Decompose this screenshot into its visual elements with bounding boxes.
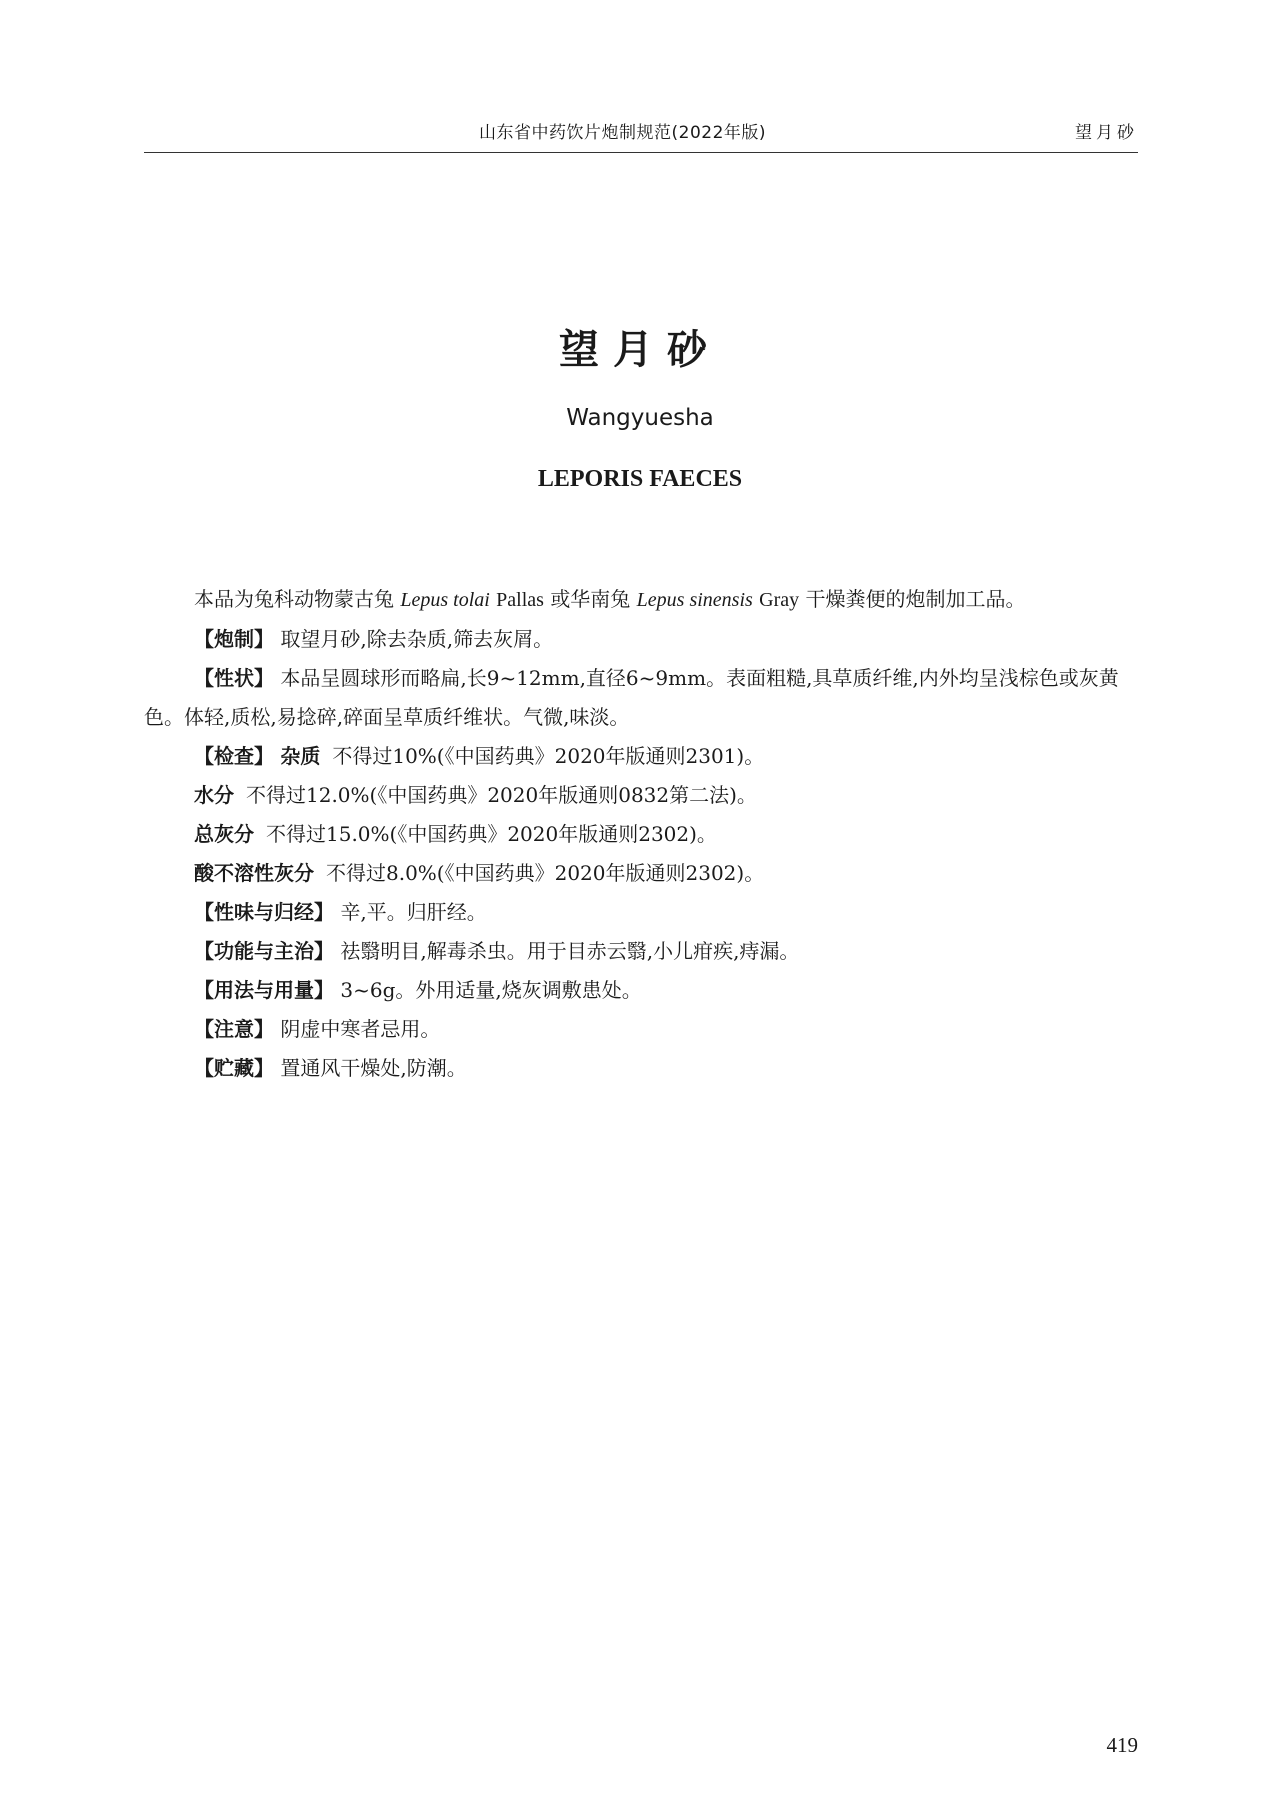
- inspection-item-name: 杂质: [280, 744, 321, 768]
- section-text: 置通风干燥处,防潮。: [280, 1056, 467, 1080]
- section-text: 取望月砂,除去杂质,筛去灰屑。: [280, 627, 554, 651]
- inspection-item-name: 总灰分: [194, 822, 254, 846]
- section-usage: [144, 971, 1138, 1010]
- inspection-item-name: 水分: [194, 783, 234, 807]
- section-label: 【贮藏】: [194, 1056, 274, 1080]
- section-text: 辛,平。归肝经。: [340, 900, 487, 924]
- section-description: [144, 659, 1138, 737]
- section-processing: [144, 620, 1138, 659]
- intro-text-1: 本品为兔科动物蒙古兔: [194, 587, 394, 611]
- inspection-item-text: 不得过15.0%(《中国药典》2020年版通则2302)。: [266, 822, 717, 846]
- section-caution: [144, 1010, 1138, 1049]
- pinyin-name: Wangyuesha: [566, 405, 714, 431]
- page-header: [144, 112, 1138, 153]
- intro-paragraph: [144, 580, 1138, 620]
- author-1: Pallas: [496, 589, 544, 611]
- monograph-body: [144, 580, 1138, 1088]
- author-2: Gray: [759, 589, 800, 611]
- inspection-item-text: 不得过8.0%(《中国药典》2020年版通则2302)。: [326, 861, 765, 885]
- inspection-item: [144, 815, 1138, 854]
- inspection-item: [144, 854, 1138, 893]
- section-label: 【用法与用量】: [194, 978, 334, 1002]
- section-storage: [144, 1049, 1138, 1088]
- latin-name: LEPORIS FAECES: [537, 466, 743, 492]
- section-label: 【性状】: [194, 666, 274, 690]
- page-number: 419: [1106, 1733, 1138, 1757]
- section-nature: [144, 893, 1138, 932]
- section-inspection: [144, 737, 1138, 776]
- section-text: 3~6g。外用适量,烧灰调敷患处。: [340, 978, 642, 1002]
- section-text: 祛翳明目,解毒杀虫。用于目赤云翳,小儿疳疾,痔漏。: [340, 939, 800, 963]
- inspection-item-name: 酸不溶性灰分: [194, 861, 314, 885]
- species-1: Lepus tolai: [400, 589, 490, 611]
- inspection-item-text: 不得过12.0%(《中国药典》2020年版通则0832第二法)。: [246, 783, 757, 807]
- species-2: Lepus sinensis: [636, 589, 753, 611]
- inspection-item: [144, 776, 1138, 815]
- section-text: 本品呈圆球形而略扁,长9~12mm,直径6~9mm。表面粗糙,具草质纤维,内外均呈浅棕色或灰黄色。体轻,质松,易捻碎,碎面呈草质纤维状。气微,味淡。: [144, 666, 1119, 729]
- section-label: 【检查】: [194, 744, 274, 768]
- intro-text-2: 或华南兔: [550, 587, 631, 611]
- section-label: 【性味与归经】: [194, 900, 334, 924]
- monograph-title: 望月砂: [559, 327, 721, 373]
- section-text: 阴虚中寒者忌用。: [280, 1017, 441, 1041]
- section-label: 【注意】: [194, 1017, 274, 1041]
- running-title: 望月砂: [1075, 123, 1138, 143]
- section-function: [144, 932, 1138, 971]
- intro-text-3: 干燥粪便的炮制加工品。: [805, 587, 1026, 611]
- section-label: 【功能与主治】: [194, 939, 334, 963]
- inspection-item-text: 不得过10%(《中国药典》2020年版通则2301)。: [332, 744, 765, 768]
- section-label: 【炮制】: [194, 627, 274, 651]
- book-title: 山东省中药饮片炮制规范(2022年版): [479, 123, 767, 143]
